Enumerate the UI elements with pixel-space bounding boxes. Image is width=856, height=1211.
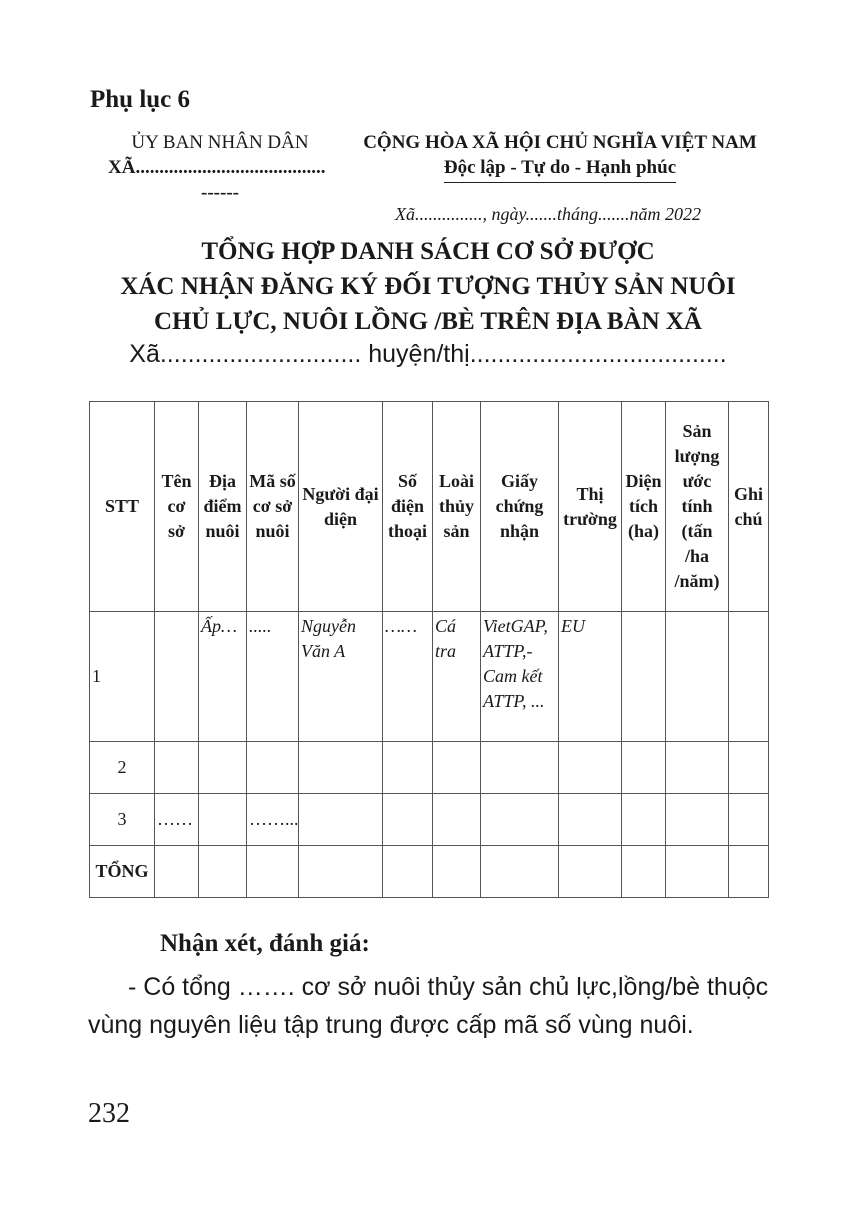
table-row	[90, 794, 769, 846]
header-stt: STT	[90, 402, 155, 612]
table-header-row	[90, 402, 769, 612]
cell-species	[433, 794, 481, 846]
header-location: Địa điểm nuôi	[199, 402, 247, 612]
cell-area	[622, 794, 666, 846]
national-title: CỘNG HÒA XÃ HỘI CHỦ NGHĨA VIỆT NAM	[363, 132, 757, 153]
commune-name: XÃ........................................	[108, 157, 326, 178]
date-line: Xã..............., ngày.......tháng.......năm 2022	[395, 204, 701, 224]
header-notes: Ghi chú	[729, 402, 769, 612]
table-row	[90, 742, 769, 794]
cell-output	[666, 612, 729, 742]
row-stt: 2	[90, 742, 155, 794]
title-line-1: TỔNG HỢP DANH SÁCH CƠ SỞ ĐƯỢC	[201, 238, 655, 265]
cell-facility-code: .....	[247, 612, 299, 742]
cell-representative: Nguyễn Văn A	[299, 612, 383, 742]
header-phone: Số điện thoại	[383, 402, 433, 612]
right-header	[355, 130, 765, 183]
document-title	[40, 234, 816, 339]
page-number: 232	[88, 1098, 130, 1129]
table-row	[90, 612, 769, 742]
cell-certificate	[481, 742, 559, 794]
header-certificate: Giấy chứng nhận	[481, 402, 559, 612]
cell-notes	[729, 742, 769, 794]
header-facility-name: Tên cơ sở	[155, 402, 199, 612]
cell-facility-code	[247, 742, 299, 794]
cell-species	[433, 742, 481, 794]
cell-output	[666, 742, 729, 794]
cell-area	[622, 612, 666, 742]
cell-location	[199, 794, 247, 846]
title-line-2: XÁC NHẬN ĐĂNG KÝ ĐỐI TƯỢNG THỦY SẢN NUÔI	[120, 273, 736, 300]
cell-area	[622, 742, 666, 794]
cell-facility-code: ……...	[247, 794, 299, 846]
cell-species: Cá tra	[433, 612, 481, 742]
cell-certificate: VietGAP, ATTP,- Cam kết ATTP, ...	[481, 612, 559, 742]
total-label: TỔNG	[90, 846, 155, 898]
title-line-3: CHỦ LỰC, NUÔI LỒNG /BÈ TRÊN ĐỊA BÀN XÃ	[154, 308, 702, 335]
remark-paragraph: - Có tổng ……. cơ sở nuôi thủy sản chủ lực,lồng/bè thuộc vùng nguyên liệu tập trung được cấp mã số vùng nuôi.	[88, 973, 769, 1039]
cell-notes	[729, 612, 769, 742]
cell-location	[199, 742, 247, 794]
cell-representative	[299, 742, 383, 794]
cell-facility-name	[155, 742, 199, 794]
cell-market	[559, 794, 622, 846]
row-stt: 3	[90, 794, 155, 846]
cell-representative	[299, 794, 383, 846]
row-stt: 1	[90, 612, 155, 742]
header-market: Thị trường	[559, 402, 622, 612]
cell-market: EU	[559, 612, 622, 742]
remark-heading: Nhận xét, đánh giá:	[160, 930, 370, 957]
cell-location: Ấp…	[199, 612, 247, 742]
cell-certificate	[481, 794, 559, 846]
header-divider: ------	[201, 182, 239, 203]
cell-phone	[383, 742, 433, 794]
national-motto: Độc lập - Tự do - Hạnh phúc	[444, 155, 676, 183]
header-representative: Người đại diện	[299, 402, 383, 612]
left-header	[100, 130, 340, 205]
cell-notes	[729, 794, 769, 846]
cell-phone: ……	[383, 612, 433, 742]
cell-facility-name	[155, 612, 199, 742]
cell-market	[559, 742, 622, 794]
facility-list-table	[89, 401, 769, 898]
header-species: Loài thủy sản	[433, 402, 481, 612]
appendix-label: Phụ lục 6	[90, 86, 191, 113]
cell-facility-name: ……	[155, 794, 199, 846]
cell-phone	[383, 794, 433, 846]
header-area: Diện tích (ha)	[622, 402, 666, 612]
commune-district-line: Xã............................. huyện/thị.....................................	[129, 340, 727, 368]
header-output: Sản lượng ước tính (tấn /ha /năm)	[666, 402, 729, 612]
table-total-row	[90, 846, 769, 898]
header-facility-code: Mã số cơ sở nuôi	[247, 402, 299, 612]
cell-output	[666, 794, 729, 846]
issuer-name: ỦY BAN NHÂN DÂN	[131, 132, 309, 153]
